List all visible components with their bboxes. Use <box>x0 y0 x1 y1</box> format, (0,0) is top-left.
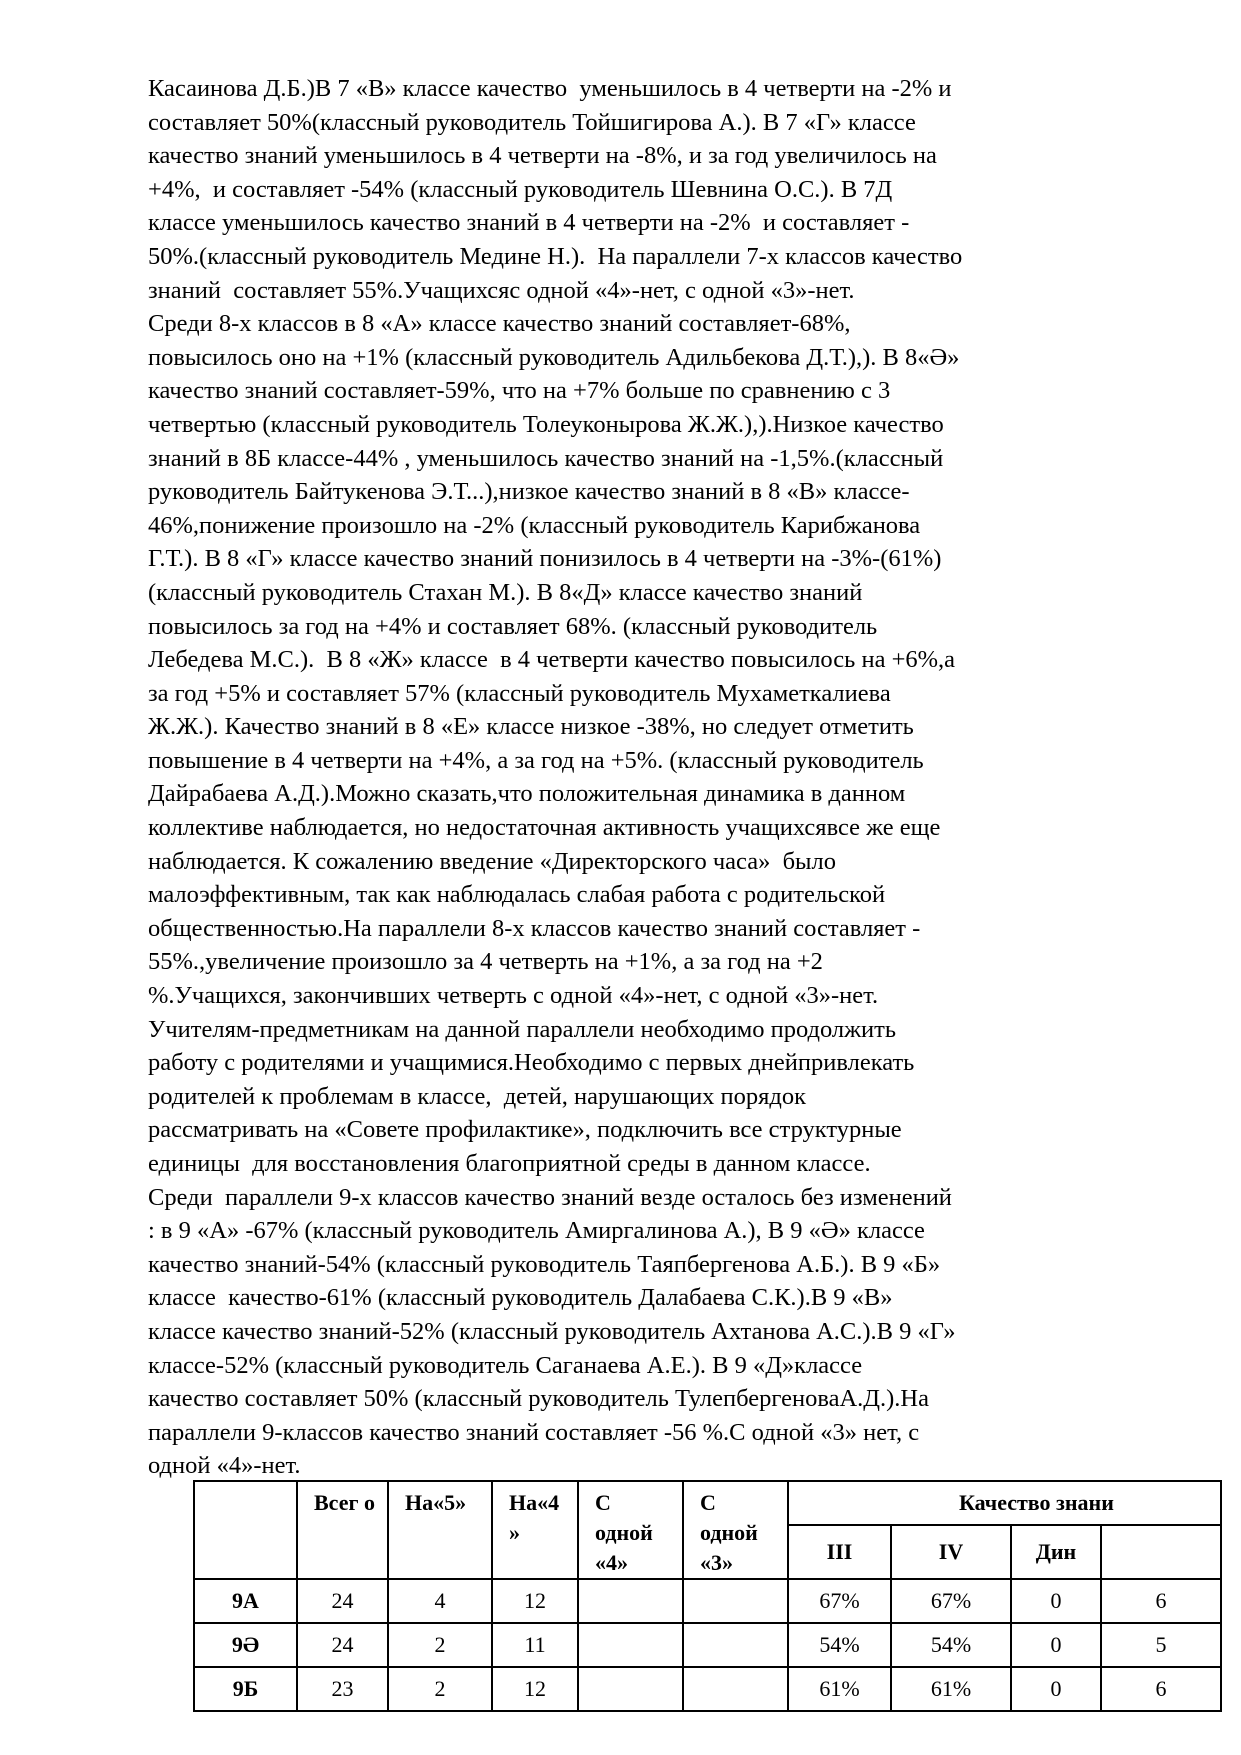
header-one4: С одной «4» <box>578 1481 683 1579</box>
report-text <box>148 72 1138 1483</box>
text-line: качество знаний составляет-59%, что на +7% больше по сравнению с 3 <box>148 377 891 405</box>
text-line: общественностью.На параллели 8-х классов качество знаний составляет - <box>148 914 921 942</box>
header-dyn: Дин <box>1011 1525 1101 1579</box>
cell-dyn: 0 <box>1011 1623 1101 1667</box>
text-line: классе уменьшилось качество знаний в 4 четверти на -2% и составляет - <box>148 209 910 237</box>
text-line: качество составляет 50% (классный руководитель ТулепбергеноваА.Д.).На <box>148 1385 929 1413</box>
text-line: классе качество знаний-52% (классный руководитель Ахтанова А.С.).В 9 «Г» <box>148 1317 956 1345</box>
cell-q4: 54% <box>891 1623 1011 1667</box>
cell-class: 9А <box>194 1579 297 1623</box>
text-line: рассматривать на «Совете профилактике», подключить все структурные <box>148 1116 902 1144</box>
header-on4: На«4 » <box>492 1481 578 1579</box>
text-line: Касаинова Д.Б.)В 7 «В» классе качество уменьшилось в 4 четверти на -2% и <box>148 75 952 102</box>
text-line: 55%.,увеличение произошло за 4 четверть на +1%, а за год на +2 <box>148 948 823 976</box>
text-line: Лебедева М.С.). В 8 «Ж» классе в 4 четверти качество повысилось на +6%,а <box>148 646 956 674</box>
header-total: Всег о <box>297 1481 388 1579</box>
text-line: параллели 9-классов качество знаний составляет -56 %.С одной «3» нет, с <box>148 1418 920 1446</box>
text-line: %.Учащихся, закончивших четверть с одной «4»-нет, с одной «3»-нет. <box>148 982 879 1010</box>
text-line: коллективе наблюдается, но недостаточная активность учащихсявсе же еще <box>148 814 941 842</box>
header-on5: На«5» <box>388 1481 492 1579</box>
text-line: повышение в 4 четверти на +4%, а за год на +5%. (классный руководитель <box>148 746 924 774</box>
text-line: знаний составляет 55%.Учащихсяс одной «4»-нет, с одной «3»-нет. <box>148 276 855 304</box>
text-line: наблюдается. К сожалению введение «Директорского часа» было <box>148 847 836 875</box>
cell-one3 <box>683 1579 788 1623</box>
cell-total: 23 <box>297 1667 388 1711</box>
header-q3: III <box>788 1525 891 1579</box>
cell-dyn: 0 <box>1011 1667 1101 1711</box>
text-line: 50%.(классный руководитель Медине Н.). На параллели 7-х классов качество <box>148 242 963 270</box>
cell-q3: 54% <box>788 1623 891 1667</box>
header-quality: Качество знани <box>788 1481 1221 1525</box>
text-line: Учителям-предметникам на данной параллели необходимо продолжить <box>148 1015 897 1043</box>
cell-on4: 12 <box>492 1579 578 1623</box>
text-line: за год +5% и составляет 57% (классный руководитель Мухаметкалиева <box>148 679 891 707</box>
cell-on5: 2 <box>388 1623 492 1667</box>
cell-extra: 6 <box>1101 1667 1221 1711</box>
cell-one4 <box>578 1667 683 1711</box>
text-line: Г.Т.). В 8 «Г» классе качество знаний понизилось в 4 четверти на -3%-(61%) <box>148 545 942 573</box>
cell-q3: 61% <box>788 1667 891 1711</box>
cell-extra: 6 <box>1101 1579 1221 1623</box>
cell-dyn: 0 <box>1011 1579 1101 1623</box>
cell-on4: 12 <box>492 1667 578 1711</box>
cell-class: 9Б <box>194 1667 297 1711</box>
text-line: качество знаний уменьшилось в 4 четверти на -8%, и за год увеличилось на <box>148 142 937 170</box>
cell-one3 <box>683 1667 788 1711</box>
text-line: +4%, и составляет -54% (классный руководитель Шевнина О.С.). В 7Д <box>148 175 893 203</box>
quality-table <box>193 1480 1222 1712</box>
text-line: четвертью (классный руководитель Толеуконырова Ж.Ж.),).Низкое качество <box>148 410 944 438</box>
cell-total: 24 <box>297 1623 388 1667</box>
text-line: Среди параллели 9-х классов качество знаний везде осталось без изменений <box>148 1183 952 1211</box>
header-extra <box>1101 1525 1221 1579</box>
cell-on4: 11 <box>492 1623 578 1667</box>
text-line: классе-52% (классный руководитель Саганаева А.Е.). В 9 «Д»классе <box>148 1351 863 1379</box>
text-line: (классный руководитель Стахан М.). В 8«Д» классе качество знаний <box>148 578 863 606</box>
table-row <box>194 1667 1221 1711</box>
text-line: работу с родителями и учащимися.Необходимо с первых днейпривлекать <box>148 1049 915 1077</box>
text-line: малоэффективным, так как наблюдалась слабая работа с родительской <box>148 881 886 909</box>
cell-one4 <box>578 1623 683 1667</box>
cell-extra: 5 <box>1101 1623 1221 1667</box>
text-line: Ж.Ж.). Качество знаний в 8 «Е» классе низкое -38%, но следует отметить <box>148 713 914 741</box>
text-line: повысилось за год на +4% и составляет 68%. (классный руководитель <box>148 612 878 640</box>
text-line: 46%,понижение произошло на -2% (классный руководитель Карибжанова <box>148 511 921 539</box>
text-line: родителей к проблемам в классе, детей, нарушающих порядок <box>148 1082 807 1110</box>
text-line: единицы для восстановления благоприятной среды в данном классе. <box>148 1150 871 1177</box>
table-row <box>194 1623 1221 1667</box>
text-line: качество знаний-54% (классный руководитель Таяпбергенова А.Б.). В 9 «Б» <box>148 1250 941 1278</box>
cell-class: 9Ә <box>194 1623 297 1667</box>
text-line: : в 9 «А» -67% (классный руководитель Амиргалинова А.), В 9 «Ә» классе <box>148 1217 925 1245</box>
text-line: руководитель Байтукенова Э.Т...),низкое качество знаний в 8 «В» классе- <box>148 478 910 506</box>
cell-on5: 2 <box>388 1667 492 1711</box>
table-row <box>194 1579 1221 1623</box>
text-line: составляет 50%(классный руководитель Тойшигирова А.). В 7 «Г» классе <box>148 108 916 136</box>
text-line: повысилось оно на +1% (классный руководитель Адильбекова Д.Т.),). В 8«Ә» <box>148 343 960 371</box>
cell-q4: 61% <box>891 1667 1011 1711</box>
cell-on5: 4 <box>388 1579 492 1623</box>
cell-q4: 67% <box>891 1579 1011 1623</box>
quality-table-wrapper <box>193 1480 1241 1725</box>
cell-one4 <box>578 1579 683 1623</box>
cell-one3 <box>683 1623 788 1667</box>
cell-q3: 67% <box>788 1579 891 1623</box>
text-line: знаний в 8Б классе-44% , уменьшилось качество знаний на -1,5%.(классный <box>148 444 944 472</box>
header-q4: IV <box>891 1525 1011 1579</box>
text-line: Дайрабаева А.Д.).Можно сказать,что положительная динамика в данном <box>148 780 906 808</box>
text-line: классе качество-61% (классный руководитель Далабаева С.К.).В 9 «В» <box>148 1284 893 1312</box>
header-one3: С одной «3» <box>683 1481 788 1579</box>
text-line: Среди 8-х классов в 8 «А» классе качество знаний составляет-68%, <box>148 310 851 338</box>
cell-total: 24 <box>297 1579 388 1623</box>
text-line: одной «4»-нет. <box>148 1452 301 1480</box>
header-class <box>194 1481 297 1579</box>
